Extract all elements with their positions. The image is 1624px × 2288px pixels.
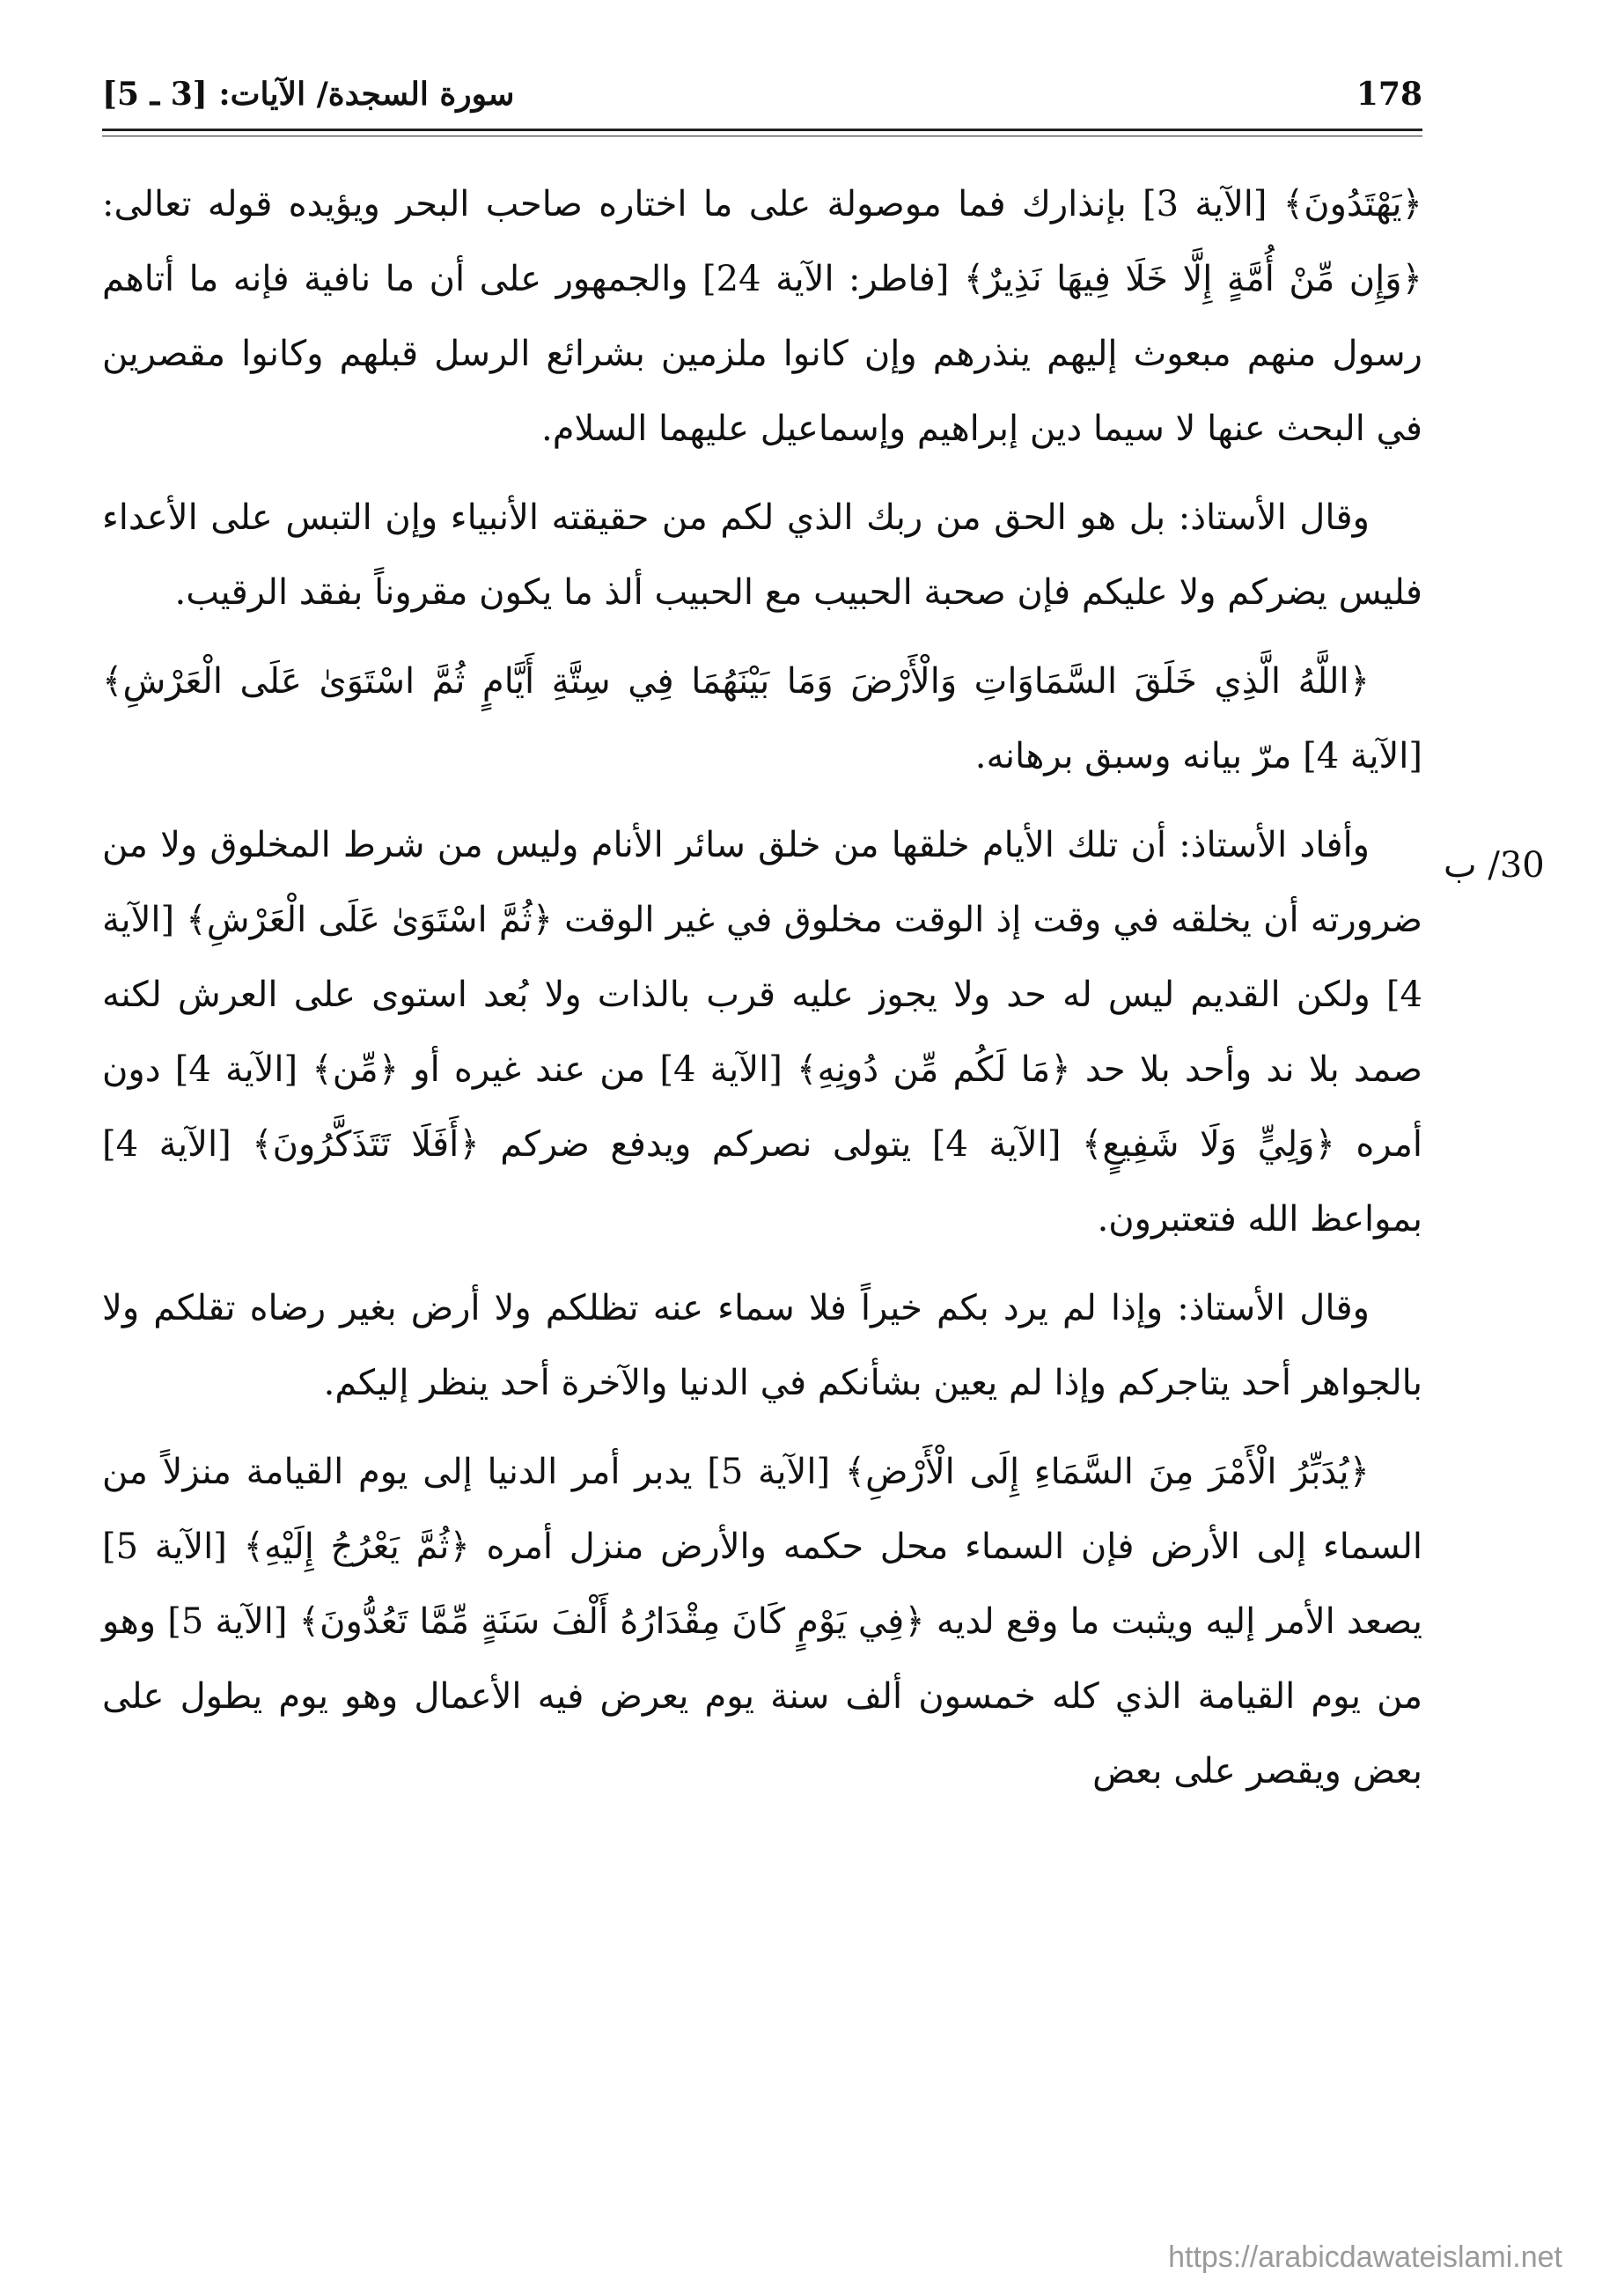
watermark-url: https://arabicdawateislami.net xyxy=(1168,2240,1562,2274)
paragraph-3: ﴿اللَّهُ الَّذِي خَلَقَ السَّمَاوَاتِ وَالْأَرْضَ وَمَا بَيْنَهُمَا فِي سِتَّةِ أَيَّامٍ ثُمَّ اسْتَوَىٰ عَلَى الْعَرْشِ﴾ [الآية 4] مرّ بيانه وسبق برهانه. xyxy=(102,661,1422,776)
paragraph-6: ﴿يُدَبِّرُ الْأَمْرَ مِنَ السَّمَاءِ إِلَى الْأَرْضِ﴾ [الآية 5] يدبر أمر الدنيا إلى يوم القيامة منزلاً من السماء إلى الأرض فإن السماء محل حكمه والأرض منزل أمره ﴿ثُمَّ يَعْرُجُ إِلَيْهِ﴾ [الآية 5] يصعد الأمر إليه ويثبت ما وقع لديه ﴿فِي يَوْمٍ كَانَ مِقْدَارُهُ أَلْفَ سَنَةٍ مِّمَّا تَعُدُّونَ﴾ [الآية 5] وهو من يوم القيامة الذي كله خمسون ألف سنة يوم يعرض فيه الأعمال وهو يوم يطول على بعض ويقصر على بعض xyxy=(102,1452,1422,1791)
header-rule-thick xyxy=(102,129,1422,131)
margin-note: 30/ ب xyxy=(1444,845,1545,886)
paragraph-4: وأفاد الأستاذ: أن تلك الأيام خلقها من خلق سائر الأنام وليس من شرط المخلوق ولا من ضرورته أن يخلقه في وقت إذ الوقت مخلوق في غير الوقت ﴿ثُمَّ اسْتَوَىٰ عَلَى الْعَرْشِ﴾ [الآية 4] ولكن القديم ليس له حد ولا يجوز عليه قرب بالذات ولا بُعد استوى على العرش لكنه صمد بلا ند وأحد بلا حد ﴿مَا لَكُم مِّن دُونِهِ﴾ [الآية 4] من عند غيره أو ﴿مِّن﴾ [الآية 4] دون أمره ﴿وَلِيٍّ وَلَا شَفِيعٍ﴾ [الآية 4] يتولى نصركم ويدفع ضركم ﴿أَفَلَا تَتَذَكَّرُونَ﴾ [الآية 4] بمواعظ الله فتعتبرون. xyxy=(102,825,1422,1240)
running-title: سورة السجدة/ الآيات: [3 ـ 5] xyxy=(102,76,515,113)
page-header xyxy=(102,69,1422,130)
paragraph-5: وقال الأستاذ: وإذا لم يرد بكم خيراً فلا سماء عنه تظلكم ولا أرض بغير رضاه تقلكم ولا بالجواهر أحد يتاجركم وإذا لم يعين بشأنكم في الدنيا والآخرة أحد ينظر إليكم. xyxy=(102,1288,1422,1403)
paragraph-2: وقال الأستاذ: بل هو الحق من ربك الذي لكم من حقيقته الأنبياء وإن التبس على الأعداء فليس يضركم ولا عليكم فإن صحبة الحبيب مع الحبيب ألذ ما يكون مقروناً بفقد الرقيب. xyxy=(102,497,1422,613)
paragraph-1: ﴿يَهْتَدُونَ﴾ [الآية 3] بإنذارك فما موصولة على ما اختاره صاحب البحر ويؤيده قوله تعالى: ﴿وَإِن مِّنْ أُمَّةٍ إِلَّا خَلَا فِيهَا نَذِيرٌ﴾ [فاطر: الآية 24] والجمهور على أن ما نافية فإنه ما أتاهم رسول منهم مبعوث إليهم ينذرهم وإن كانوا ملزمين بشرائع الرسل قبلهم وكانوا مقصرين في البحث عنها لا سيما دين إبراهيم وإسماعيل عليهما السلام. xyxy=(102,184,1422,449)
body-text xyxy=(102,167,1422,1823)
page-number: 178 xyxy=(1356,76,1422,113)
